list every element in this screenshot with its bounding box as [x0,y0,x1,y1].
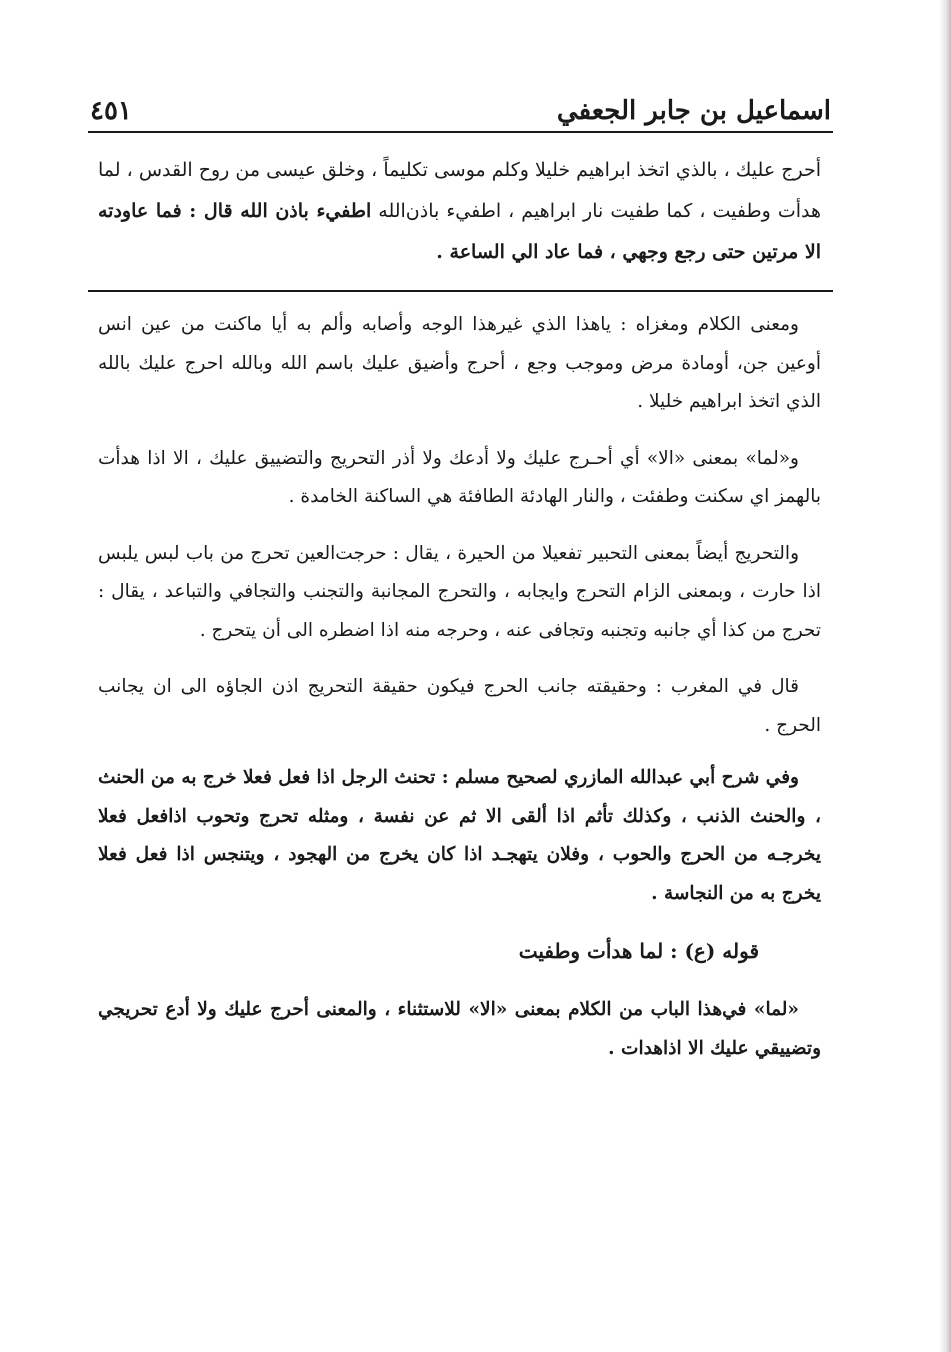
hadith-quote [98,150,821,273]
header-rule [88,131,833,133]
page-number: ٤٥١ [90,96,132,126]
page-edge-shadow [939,0,951,1352]
quote-text-bold: اطفيء باذن الله قال : فما عاودته الا مرتين حتى رجع وجهي ، فما عاد الي الساعة . [98,200,821,263]
running-header [90,82,831,126]
section-divider-rule [88,290,833,292]
commentary-paragraph-4: قال في المغرب : وحقيقته جانب الحرج فيكون حقيقة التحريج اذن الجاؤه الى ان يجانب الحرج . [98,676,821,736]
running-title: اسماعيل بن جابر الجعفي [556,96,831,126]
quote-paragraph [98,150,821,273]
commentary-paragraph-2: و«لما» بمعنى «الا» أي أحـرج عليك ولا أدعك ولا أذر التحريج والتضييق عليك ، الا اذا هدأت بالهمز اي سكنت وطفئت ، والنار الهادئة الطافئة هي الساكنة الخامدة . [98,447,821,507]
commentary-paragraph-6: «لما» في‌هذا الباب من الكلام بمعنى «الا» للاستثناء ، والمعنى أحرج عليك ولا أدع تحريجي وتضييقي عليك الا اذاهدات . [98,999,821,1059]
commentary-heading: قوله (ع) : لما هدأت وطفيت [518,939,759,963]
commentary-section [98,306,821,1086]
commentary-paragraph-5: وفي شرح أبي عبدالله المازري لصحيح مسلم : تحنث الرجل اذا فعل فعلا خرج به من الحنث ، والحنث الذنب ، وكذلك تأثم اذا ألقى الا ثم عن نفسة ، ومثله تحرج وتحوب اذافعل فعلا يخرجـه من الحرج والحوب ، وفلان يتهجـد اذا كان يخرج من الهجود ، ويتنجس اذا فعل فعلا يخرج به من النجاسة . [98,767,821,904]
commentary-paragraph-1: ومعنى الكلام ومغزاه : ياهذا الذي غيرهذا الوجه وأصابه وألم به أيا ماكنت من عين انس أوعين جن، أومادة مرض وموجب وجع ، أحرج وأضيق عليك باسم الله وبالله احرج عليك بالله الذي اتخذ ابراهيم خليلا . [98,314,821,412]
quote-text: أحرج عليك ، بالذي اتخذ ابراهيم خليلا وكلم موسى تكليماً ، وخلق عيسى من روح القدس ، لما هدأت وطفيت ، كما طفيت نار ابراهيم ، اطفيء باذن‌الله [98,159,821,222]
commentary-paragraph-3: والتحريج أيضاً بمعنى التحبير تفعيلا من الحيرة ، يقال : حرجت‌العين تحرج من باب لبس يلبس اذا حارت ، وبمعنى الزام التحرج وايجابه ، والتحرج المجانبة والتجنب والتجافي والتباعد ، يقال : تحرج من كذا أي جانبه وتجنبه وتجافى عنه ، وحرجه منه اذا اضطره الى أن يتحرج . [98,542,821,641]
